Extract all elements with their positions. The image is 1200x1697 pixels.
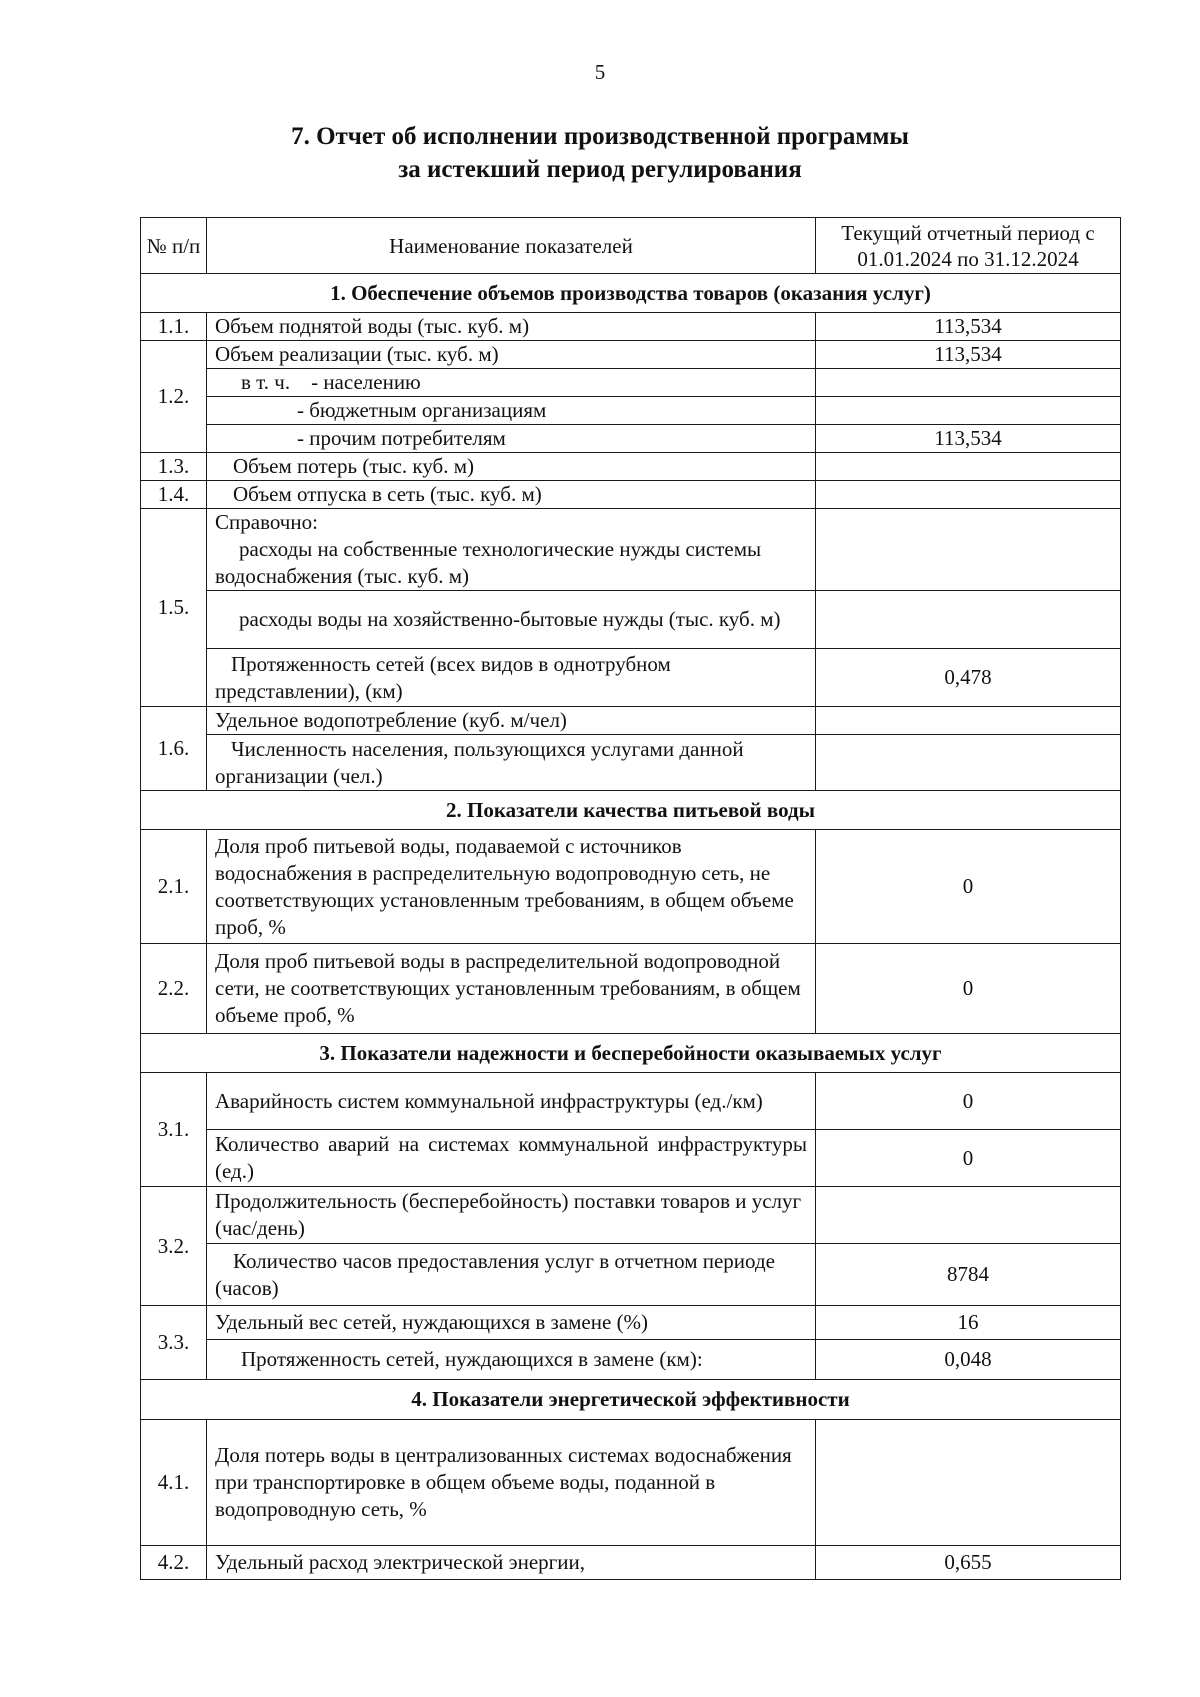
row-number: 3.3. (141, 1306, 207, 1380)
row-value (816, 453, 1121, 481)
header-number: № п/п (141, 218, 207, 274)
row-value (816, 509, 1121, 591)
section-4-title: 4. Показатели энергетической эффективности (141, 1380, 1121, 1420)
row-number: 1.6. (141, 707, 207, 791)
row-number: 1.2. (141, 341, 207, 453)
table-row (141, 944, 1121, 1034)
table-row (141, 1187, 1121, 1244)
row-number: 1.4. (141, 481, 207, 509)
row-name: Объем потерь (тыс. куб. м) (207, 453, 816, 481)
row-name: Объем реализации (тыс. куб. м) (207, 341, 816, 369)
row-name: Объем поднятой воды (тыс. куб. м) (207, 313, 816, 341)
row-number: 1.1. (141, 313, 207, 341)
table-row (141, 313, 1121, 341)
section-3-title: 3. Показатели надежности и бесперебойности оказываемых услуг (141, 1034, 1121, 1073)
row-name: Аварийность систем коммунальной инфраструктуры (ед./км) (207, 1073, 816, 1130)
row-name: Количество аварий на системах коммунальной инфраструктуры (ед.) (207, 1130, 816, 1187)
row-value: 0,655 (816, 1546, 1121, 1580)
row-name (207, 369, 816, 397)
row-name: Удельный расход электрической энергии, (207, 1546, 816, 1580)
row-name: - прочим потребителям (207, 425, 816, 453)
row-name: Удельный вес сетей, нуждающихся в замене (%) (207, 1306, 816, 1340)
row-value (816, 707, 1121, 735)
row-name: Доля проб питьевой воды в распределительной водопроводной сети, не соответствующих установленным требованиям, в общем объеме проб, % (207, 944, 816, 1034)
row-name: Удельное водопотребление (куб. м/чел) (207, 707, 816, 735)
row-value (816, 735, 1121, 791)
row-value (816, 1187, 1121, 1244)
row-value: 0 (816, 1130, 1121, 1187)
table-row (141, 341, 1121, 369)
row-number: 1.5. (141, 509, 207, 707)
header-reporting-period: Текущий отчетный период с 01.01.2024 по 31.12.2024 (816, 218, 1121, 274)
row-name: - бюджетным организациям (207, 397, 816, 425)
row-name: Численность населения, пользующихся услугами данной организации (чел.) (207, 735, 816, 791)
section-1-title: 1. Обеспечение объемов производства товаров (оказания услуг) (141, 274, 1121, 313)
title-line-2: за истекший период регулирования (398, 156, 802, 183)
section-row (141, 1380, 1121, 1420)
header-indicator-name: Наименование показателей (207, 218, 816, 274)
section-row (141, 274, 1121, 313)
table-row (141, 707, 1121, 735)
row-value: 113,534 (816, 341, 1121, 369)
title-line-1: 7. Отчет об исполнении производственной программы (291, 123, 909, 150)
row-name (207, 509, 816, 591)
table-row (141, 1420, 1121, 1546)
table-row (141, 649, 1121, 707)
table-header-row (141, 218, 1121, 274)
row-subname: расходы на собственные технологические нужды системы водоснабжения (тыс. куб. м) (215, 537, 762, 588)
table-row (141, 1546, 1121, 1580)
row-value: 0,478 (816, 649, 1121, 707)
row-number: 2.1. (141, 830, 207, 944)
row-name: Объем отпуска в сеть (тыс. куб. м) (207, 481, 816, 509)
row-value: 113,534 (816, 313, 1121, 341)
row-value: 0,048 (816, 1340, 1121, 1380)
row-subname: - населению (311, 370, 421, 394)
table-row (141, 481, 1121, 509)
row-value (816, 397, 1121, 425)
row-name: Количество часов предоставления услуг в отчетном периоде (часов) (207, 1244, 816, 1306)
row-name: Продолжительность (бесперебойность) поставки товаров и услуг (час/день) (207, 1187, 816, 1244)
row-number: 4.2. (141, 1546, 207, 1580)
row-value: 8784 (816, 1244, 1121, 1306)
page-number: 5 (594, 60, 606, 84)
row-number: 4.1. (141, 1420, 207, 1546)
table-row (141, 1073, 1121, 1130)
table-row (141, 425, 1121, 453)
table-row (141, 1244, 1121, 1306)
section-row (141, 1034, 1121, 1073)
table-row (141, 1130, 1121, 1187)
row-number: 3.1. (141, 1073, 207, 1187)
production-program-report-table (140, 217, 1121, 1580)
row-prefix: в т. ч. (241, 370, 291, 394)
row-name: Доля потерь воды в централизованных системах водоснабжения при транспортировке в общем объеме воды, поданной в водопроводную сеть, % (207, 1420, 816, 1546)
row-number: 2.2. (141, 944, 207, 1034)
row-name: Протяженность сетей (всех видов в однотрубном представлении), (км) (207, 649, 816, 707)
page-title (0, 120, 1200, 186)
row-value: 0 (816, 944, 1121, 1034)
row-value: 16 (816, 1306, 1121, 1340)
row-number: 1.3. (141, 453, 207, 481)
table-row (141, 735, 1121, 791)
row-name: расходы воды на хозяйственно-бытовые нужды (тыс. куб. м) (207, 591, 816, 649)
row-value (816, 1420, 1121, 1546)
table-row (141, 1306, 1121, 1340)
row-value: 0 (816, 830, 1121, 944)
section-row (141, 791, 1121, 830)
section-2-title: 2. Показатели качества питьевой воды (141, 791, 1121, 830)
reference-label: Справочно: (215, 510, 318, 534)
row-value (816, 369, 1121, 397)
table-row (141, 369, 1121, 397)
table-row (141, 591, 1121, 649)
row-number: 3.2. (141, 1187, 207, 1306)
table-row (141, 453, 1121, 481)
row-value: 0 (816, 1073, 1121, 1130)
row-value (816, 481, 1121, 509)
row-name: Протяженность сетей, нуждающихся в замене (км): (207, 1340, 816, 1380)
table-row (141, 509, 1121, 591)
row-name: Доля проб питьевой воды, подаваемой с источников водоснабжения в распределительную водопроводную сеть, не соответствующих установленным требованиям, в общем объеме проб, % (207, 830, 816, 944)
row-value: 113,534 (816, 425, 1121, 453)
table-row (141, 1340, 1121, 1380)
table-row (141, 830, 1121, 944)
row-value (816, 591, 1121, 649)
table-row (141, 397, 1121, 425)
